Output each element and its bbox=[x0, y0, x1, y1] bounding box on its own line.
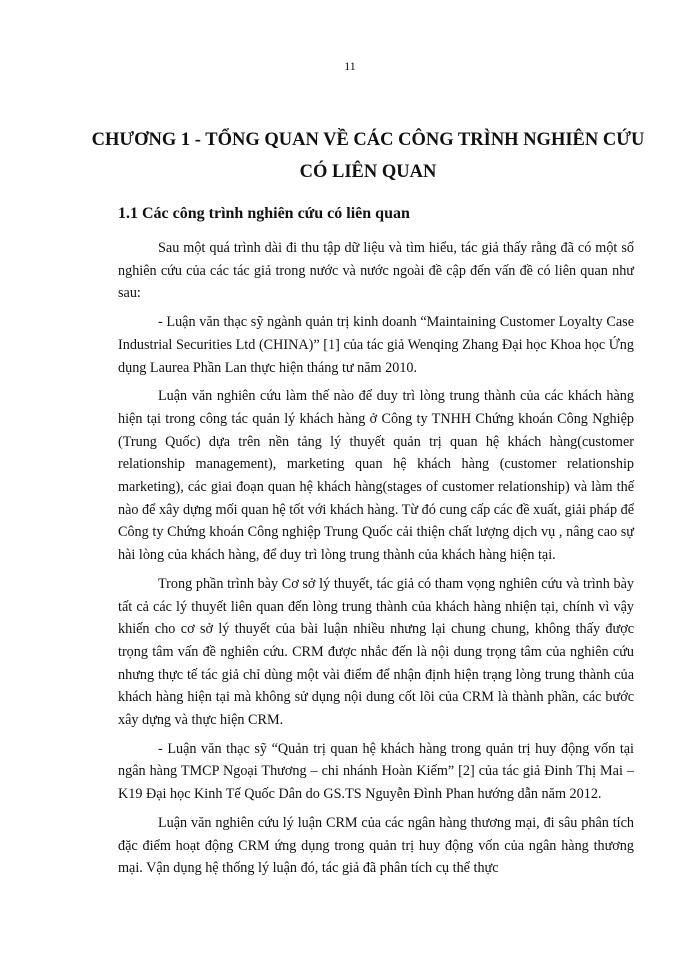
body-text bbox=[118, 237, 634, 886]
paragraph-thesis-2-citation: - Luận văn thạc sỹ “Quản trị quan hệ khách hàng trong quản trị huy động vốn tại ngân hàng TMCP Ngoại Thương – chi nhánh Hoàn Kiếm” [2] của tác giả Đinh Thị Mai – K19 Đại học Kinh Tế Quốc Dân do GS.TS Nguyễn Đình Phan hướng dẫn năm 2012. bbox=[118, 740, 634, 803]
paragraph-thesis-2-summary: Luận văn nghiên cứu lý luận CRM của các ngân hàng thương mại, đi sâu phân tích đặc điểm hoạt động CRM ứng dụng trong quản trị huy động vốn của ngân hàng thương mại. Vận dụng hệ thống lý luận đó, tác giả đã phân tích cụ thể thực bbox=[118, 814, 634, 877]
paragraph-thesis-1-critique: Trong phần trình bày Cơ sở lý thuyết, tác giả có tham vọng nghiên cứu và trình bày tất cả các lý thuyết liên quan đến lòng trung thành của khách hàng nhiện tại, chính vì vậy khiến cho cơ sở lý thuyết của bài luận nhiều nhưng lại chung chung, không thấy được trọng tâm vấn đề nghiên cứu. CRM được nhắc đến là nội dung trọng tâm của nghiên cứu nhưng thực tế tác giả chỉ dùng một vài điểm để nhận định hiện trạng lòng trung thành của khách hàng hiện tại mà không sử dụng nội dung cốt lõi của CRM là thành phần, các bước xây dựng và thực hiện CRM. bbox=[118, 575, 634, 729]
chapter-title: CHƯƠNG 1 - TỔNG QUAN VỀ CÁC CÔNG TRÌNH NGHIÊN CỨU CÓ LIÊN QUAN bbox=[91, 130, 645, 182]
paragraph-thesis-1-citation: - Luận văn thạc sỹ ngành quản trị kinh doanh “Maintaining Customer Loyalty Case Industrial Securities Ltd (CHINA)” [1] của tác giả Wenqing Zhang Đại học Khoa học Ứng dụng Laurea Phần Lan thực hiện tháng tư năm 2010. bbox=[118, 314, 634, 376]
paragraph-intro: Sau một quá trình dài đi thu tập dữ liệu và tìm hiểu, tác giả thấy rằng đã có một số nghiên cứu của các tác giả trong nước và nước ngoài đề cập đến vấn đề có liên quan như sau: bbox=[118, 240, 634, 302]
page-number: 11 bbox=[344, 59, 356, 73]
paragraph-thesis-1-summary: Luận văn nghiên cứu làm thế nào để duy trì lòng trung thành của các khách hàng hiện tại trong công tác quản lý khách hàng ở Công ty TNHH Chứng khoán Công Nghiệp (Trung Quốc) dựa trên nền tảng lý thuyết quản trị quan hệ khách hàng(customer relationship management), marketing quan hệ khách hàng (customer relationship marketing), các giai đoạn quan hệ khách hàng(stages of customer relationship) và làm thế nào để xây dựng mối quan hệ tốt với khách hàng. Từ đó cung cấp các đề xuất, giải pháp để Công ty Chứng khoán Công nghiệp Trung Quốc cải thiện chất lượng dịch vụ , nâng cao sự hài lòng của khách hàng, để duy trì lòng trung thành của khách hàng hiện tại. bbox=[118, 388, 634, 564]
section-heading: 1.1 Các công trình nghiên cứu có liên quan bbox=[118, 205, 410, 222]
